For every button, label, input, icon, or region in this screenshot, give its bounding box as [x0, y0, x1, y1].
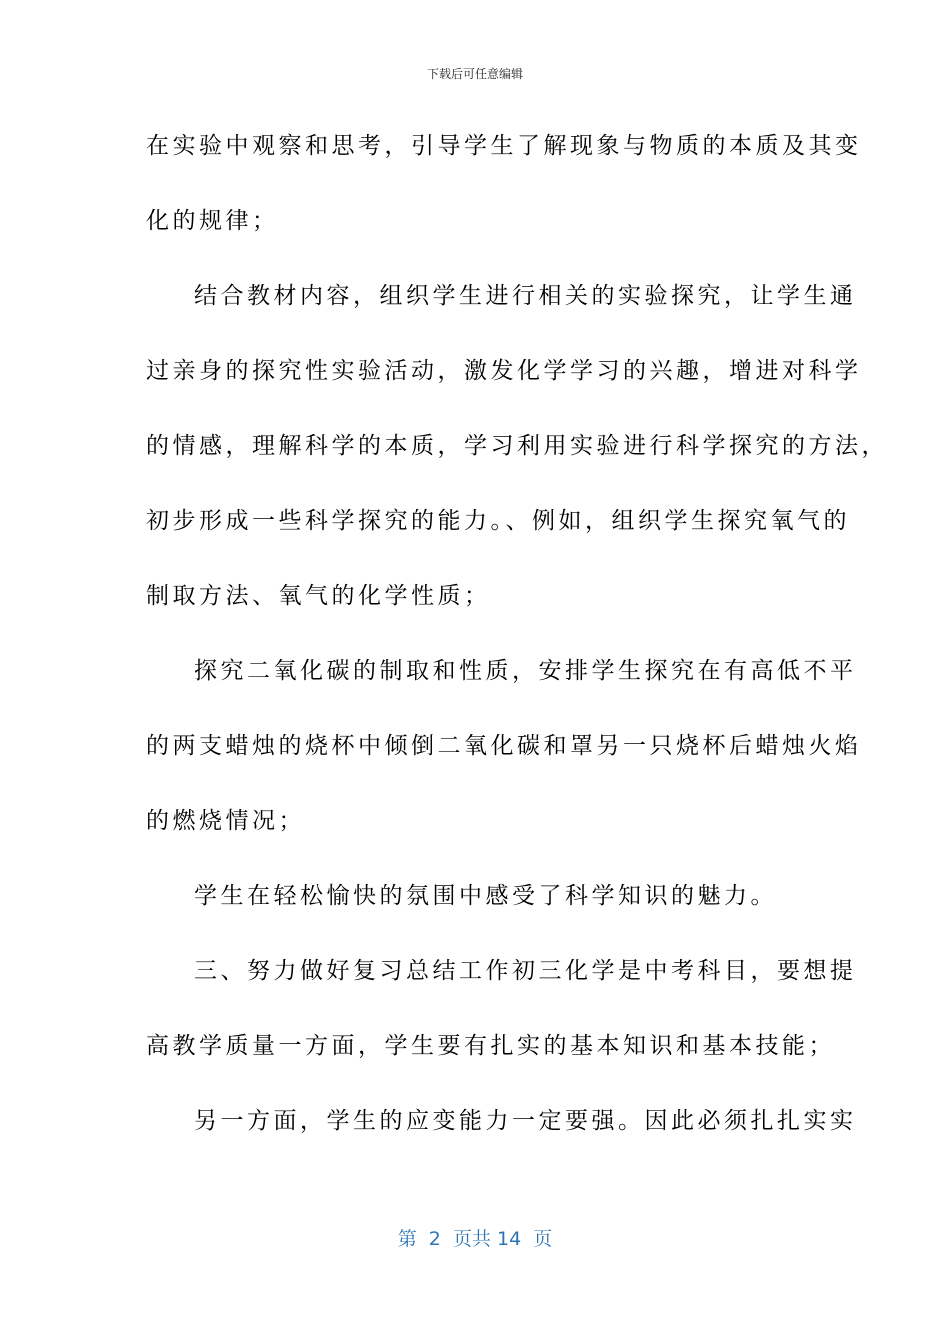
- text-line: 过亲身的探究性实验活动，激发化学学习的兴趣，增进对科学: [146, 358, 862, 384]
- header-note: 下载后可任意编辑: [426, 67, 523, 81]
- text-line: 化的规律；: [146, 208, 279, 234]
- paragraph-start-line: 学生在轻松愉快的氛围中感受了科学知识的魅力。: [194, 883, 777, 909]
- text-line: 制取方法、氧气的化学性质；: [146, 583, 491, 609]
- text-line: 高教学质量一方面，学生要有扎实的基本知识和基本技能；: [146, 1033, 835, 1059]
- text-line: 初步形成一些科学探究的能力。、例如，组织学生探究氧气的: [146, 508, 850, 534]
- paragraph-start-line: 另一方面，学生的应变能力一定要强。因此必须扎扎实实: [194, 1108, 857, 1134]
- paragraph-start-line: 结合教材内容，组织学生进行相关的实验探究，让学生通: [194, 283, 857, 309]
- paragraph-start-line: 探究二氧化碳的制取和性质，安排学生探究在有高低不平: [194, 658, 857, 684]
- text-line: 的燃烧情况；: [146, 808, 305, 834]
- page-number-footer: 第 2 页共 14 页: [397, 1228, 553, 1250]
- text-line: 的情感，理解科学的本质，学习利用实验进行科学探究的方法，: [146, 433, 888, 459]
- paragraph-start-line: 三、努力做好复习总结工作初三化学是中考科目，要想提: [194, 958, 857, 984]
- text-line: 的两支蜡烛的烧杯中倾倒二氧化碳和罩另一只烧杯后蜡烛火焰: [146, 733, 862, 759]
- text-line: 在实验中观察和思考，引导学生了解现象与物质的本质及其变: [146, 133, 862, 159]
